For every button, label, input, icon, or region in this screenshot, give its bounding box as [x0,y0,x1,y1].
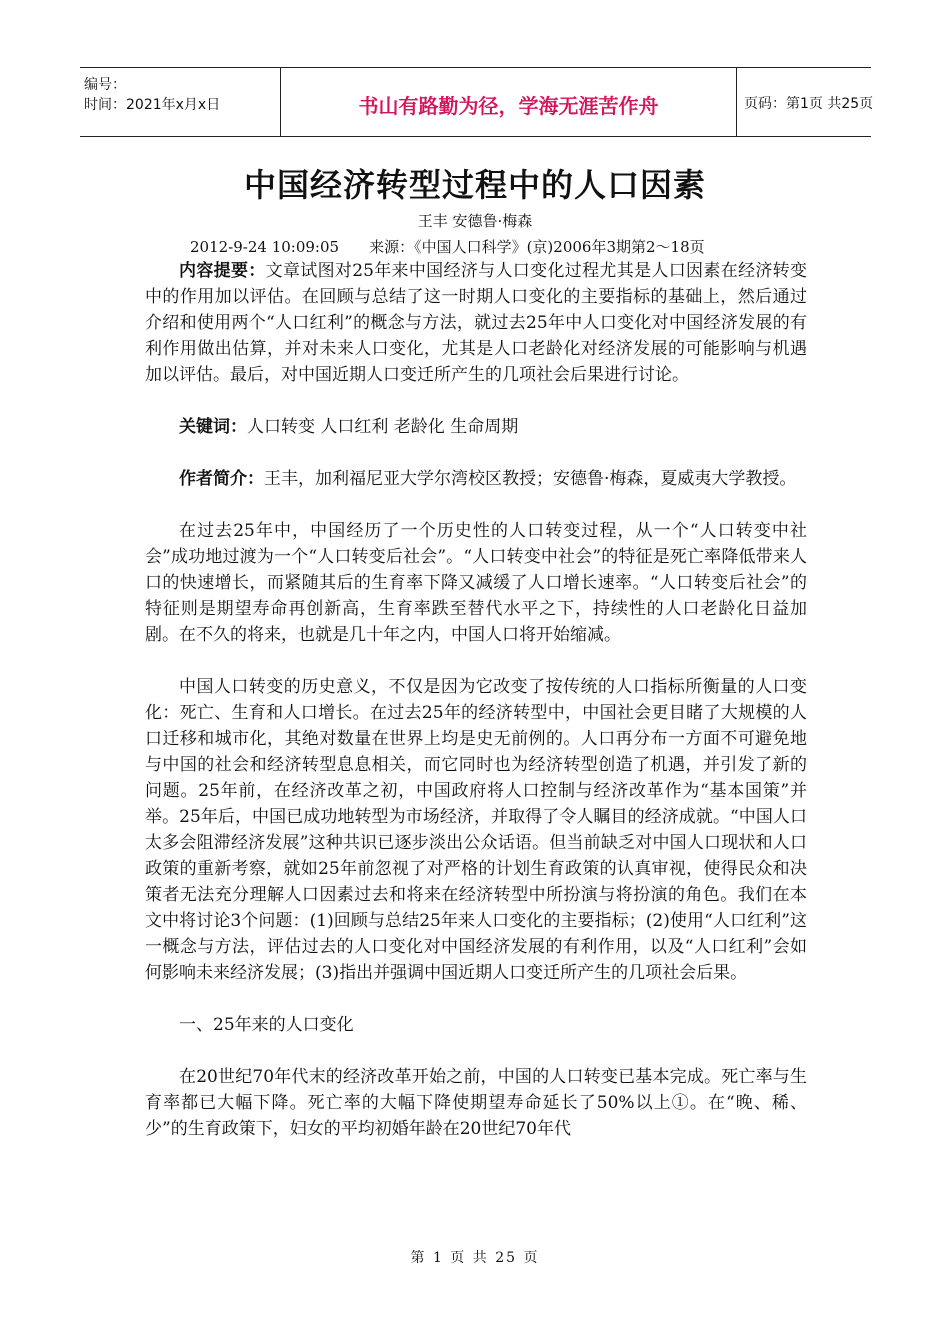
author-intro-text: 王丰，加利福尼亚大学尔湾校区教授；安德鲁·梅森，夏威夷大学教授。 [264,469,797,489]
abstract-paragraph [145,258,807,388]
author-intro-paragraph [145,466,807,492]
number-label: 编号： [84,77,126,93]
source-meta: 2012-9-24 10:09:05 来源：《中国人口科学》(京)2006年3期第2～18页 [190,238,705,256]
abstract-text: 文章试图对25年来中国经济与人口变化过程尤其是人口因素在经济转变中的作用加以评估。在回顾与总结了这一时期人口变化的主要指标的基础上，然后通过介绍和使用两个“人口红利”的概念与方法，就过去25年中人口变化对中国经济发展的有利作用做出估算，并对未来人口变化，尤其是人口老龄化对经济发展的可能影响与机遇加以评估。最后，对中国近期人口变迁所产生的几项社会后果进行讨论。 [145,261,807,385]
keywords-paragraph [145,414,807,440]
authors-line: 王丰 安德鲁·梅森 [417,212,533,230]
motto-text: 书山有路勤为径，学海无涯苦作舟 [358,94,659,118]
header-info-cell [80,68,280,136]
section-heading: 一、25年来的人口变化 [179,1015,354,1035]
keywords-label: 关键词： [179,417,247,437]
body-paragraph-3: 在20世纪70年代末的经济改革开始之前，中国的人口转变已基本完成。死亡率与生育率都已大幅下降。死亡率的大幅下降使期望寿命延长了50%以上①。在“晚、稀、少”的生育政策下，妇女的平均初婚年龄在20世纪70年代 [145,1067,807,1139]
author-intro-label: 作者简介： [179,469,264,489]
time-label: 时间：2021年x月x日 [84,97,221,113]
body-paragraph-1: 在过去25年中，中国经历了一个历史性的人口转变过程，从一个“人口转变中社会”成功地过渡为一个“人口转变后社会”。“人口转变中社会”的特征是死亡率降低带来人口的快速增长，而紧随其后的生育率下降又减缓了人口增长速率。“人口转变后社会”的特征则是期望寿命再创新高，生育率跌至替代水平之下，持续性的人口老龄化日益加剧。在不久的将来，也就是几十年之内，中国人口将开始缩减。 [145,521,807,645]
header-page-cell [736,68,874,136]
body-paragraph-2: 中国人口转变的历史意义，不仅是因为它改变了按传统的人口指标所衡量的人口变化：死亡、生育和人口增长。在过去25年的经济转型中，中国社会更目睹了大规模的人口迁移和城市化，其绝对数量在世界上均是史无前例的。人口再分布一方面不可避免地与中国的社会和经济转型息息相关，而它同时也为经济转型创造了机遇，并引发了新的问题。25年前，在经济改革之初，中国政府将人口控制与经济改革作为“基本国策”并举。25年后，中国已成功地转型为市场经济，并取得了令人瞩目的经济成就。“中国人口太多会阻滞经济发展”这种共识已逐步淡出公众话语。但当前缺乏对中国人口现状和人口政策的重新考察，就如25年前忽视了对严格的计划生育政策的认真审视，使得民众和决策者无法充分理解人口因素过去和将来在经济转型中所扮演与将扮演的角色。我们在本文中将讨论3个问题：(1)回顾与总结25年来人口变化的主要指标；(2)使用“人口红利”这一概念与方法，评估过去的人口变化对中国经济发展的有利作用，以及“人口红利”会如何影响未来经济发展；(3)指出并强调中国近期人口变迁所产生的几项社会后果。 [145,677,807,983]
keywords-text: 人口转变 人口红利 老龄化 生命周期 [247,417,519,437]
abstract-label: 内容提要： [179,261,266,281]
page-code: 页码：第1页 共25页 [744,96,874,112]
header-table [80,67,874,137]
header-motto-cell [280,68,737,136]
document-body [145,258,807,1142]
document-title: 中国经济转型过程中的人口因素 [243,166,706,204]
page-footer: 第 1 页 共 25 页 [410,1250,540,1266]
